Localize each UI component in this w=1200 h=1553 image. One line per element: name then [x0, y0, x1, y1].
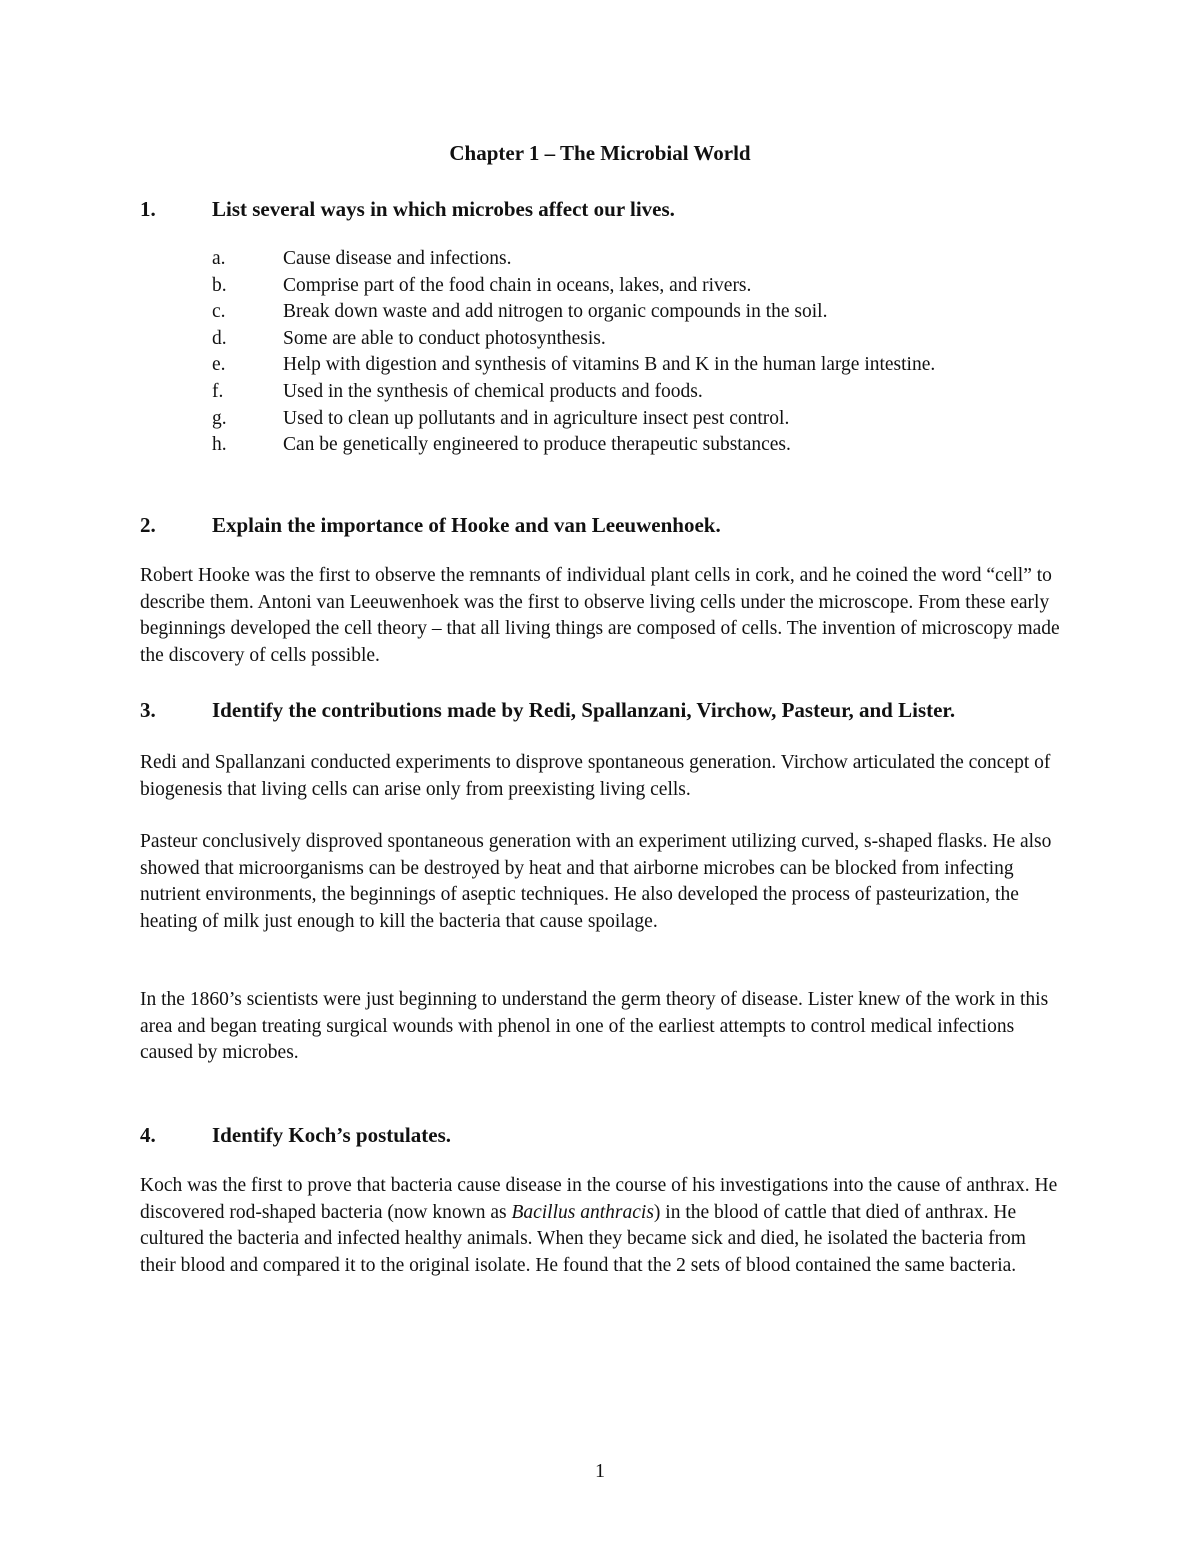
- koch-paragraph: [140, 1173, 1065, 1279]
- list-item: [212, 246, 972, 273]
- list-letter: h.: [212, 434, 227, 456]
- koch-text-after: ) in the blood of cattle that died of anthrax. He cultured the bacteria and infected healthy animals. When they became sick and died, he isolated the bacteria from their blood and compared it to the original isolate. He found that the 2 sets of blood contained the same bacteria.: [140, 1201, 1026, 1276]
- redi-paragraph: Redi and Spallanzani conducted experiments to disprove spontaneous generation. Virchow articulated the concept of biogenesis that living cells can arise only from preexisting living cells.: [140, 752, 1051, 800]
- list-text: Some are able to conduct photosynthesis.: [283, 327, 606, 349]
- question-text: Identify the contributions made by Redi, Spallanzani, Virchow, Pasteur, and Lister.: [212, 698, 956, 722]
- question-2-heading: [140, 510, 1080, 540]
- question-number: 1.: [140, 197, 156, 221]
- list-text: Cause disease and infections.: [283, 248, 512, 269]
- question-number: 4.: [140, 1123, 156, 1147]
- page-number: 1: [595, 1460, 605, 1482]
- list-text: Can be genetically engineered to produce therapeutic substances.: [283, 434, 791, 456]
- question-text: Explain the importance of Hooke and van Leeuwenhoek.: [212, 513, 721, 537]
- species-name: Bacillus anthracis: [511, 1201, 654, 1223]
- question-number: 2.: [140, 513, 156, 537]
- list-item: [212, 406, 972, 433]
- list-text: Help with digestion and synthesis of vitamins B and K in the human large intestine.: [283, 354, 936, 376]
- list-letter: g.: [212, 407, 227, 429]
- lister-paragraph: In the 1860’s scientists were just beginning to understand the germ theory of disease. Lister knew of the work in this area and began treating surgical wounds with phenol in one of the earliest attempts to control medical infections caused by microbes.: [140, 989, 1049, 1064]
- question-4-heading: [140, 1120, 1080, 1150]
- list-letter: b.: [212, 274, 227, 296]
- hooke-paragraph: Robert Hooke was the first to observe the remnants of individual plant cells in cork, and he coined the word “cell” to describe them. Antoni van Leeuwenhoek was the first to observe living cells under the microscope. From these early beginnings developed the cell theory – that all living things are composed of cells. The invention of microscopy made the discovery of cells possible.: [140, 565, 1060, 666]
- koch-text-before: Koch was the first to prove that bacteria cause disease in the course of his investigations into the cause of anthrax. He discovered rod-shaped bacteria (now known as: [140, 1175, 1058, 1223]
- list-letter: a.: [212, 248, 226, 269]
- question-text: List several ways in which microbes affect our lives.: [212, 197, 675, 221]
- question-text: Identify Koch’s postulates.: [212, 1123, 451, 1147]
- list-text: Comprise part of the food chain in oceans, lakes, and rivers.: [283, 274, 752, 296]
- list-text: Break down waste and add nitrogen to organic compounds in the soil.: [283, 301, 828, 323]
- list-item: [212, 432, 972, 459]
- list-letter: c.: [212, 301, 226, 323]
- microbe-effects-list: [212, 246, 972, 459]
- chapter-title: Chapter 1 – The Microbial World: [449, 141, 751, 165]
- list-item: [212, 299, 972, 326]
- pasteur-paragraph: Pasteur conclusively disproved spontaneous generation with an experiment utilizing curved, s-shaped flasks. He also showed that microorganisms can be destroyed by heat and that airborne microbes can be blocked from infecting nutrient environments, the beginnings of aseptic techniques. He also developed the process of pasteurization, the heating of milk just enough to kill the bacteria that cause spoilage.: [140, 831, 1052, 932]
- question-number: 3.: [140, 698, 156, 722]
- list-text: Used in the synthesis of chemical products and foods.: [283, 380, 703, 402]
- question-1-heading: [140, 194, 1080, 224]
- list-item: [212, 273, 972, 300]
- list-item: [212, 326, 972, 353]
- list-letter: e.: [212, 354, 226, 376]
- list-letter: d.: [212, 327, 227, 349]
- list-text: Used to clean up pollutants and in agriculture insect pest control.: [283, 407, 790, 429]
- list-item: [212, 379, 972, 406]
- question-3-heading: [140, 695, 1080, 725]
- list-letter: f.: [212, 380, 224, 402]
- list-item: [212, 352, 972, 379]
